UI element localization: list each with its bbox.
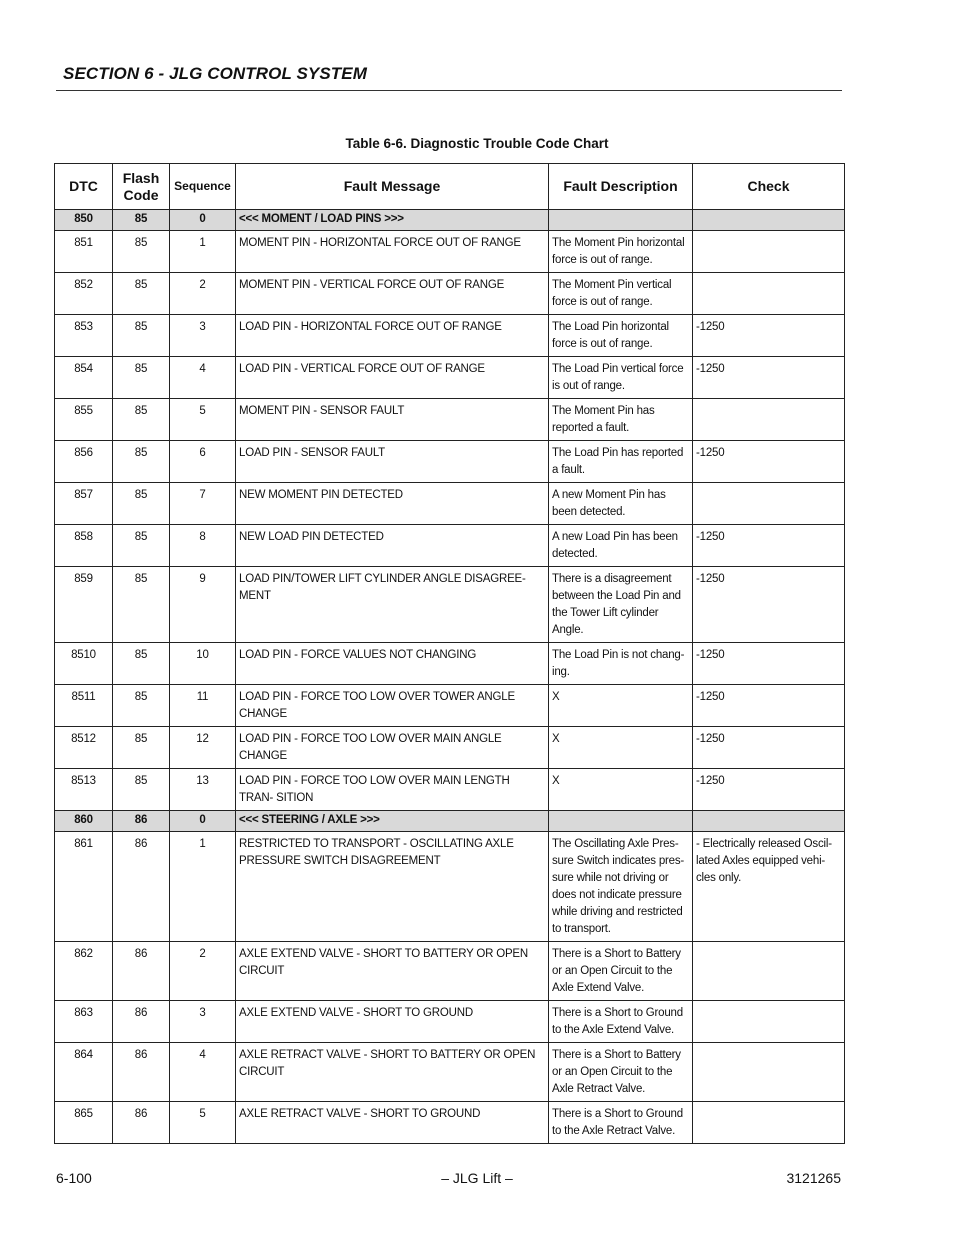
cell-dtc: 865 bbox=[55, 1102, 113, 1144]
cell-sequence: 10 bbox=[170, 643, 236, 685]
cell-check: -1250 bbox=[693, 441, 845, 483]
cell-dtc: 854 bbox=[55, 357, 113, 399]
cell-flash-code: 85 bbox=[113, 685, 170, 727]
cell-check: -1250 bbox=[693, 567, 845, 643]
cell-flash-code: 85 bbox=[113, 273, 170, 315]
cell-fault-message: LOAD PIN - HORIZONTAL FORCE OUT OF RANGE bbox=[236, 315, 549, 357]
column-header-dtc: DTC bbox=[55, 164, 113, 210]
cell-fault-message: AXLE EXTEND VALVE - SHORT TO BATTERY OR OPEN CIRCUIT bbox=[236, 942, 549, 1001]
cell-fault-description: The Moment Pin horizontal force is out of range. bbox=[549, 231, 693, 273]
cell-sequence: 3 bbox=[170, 315, 236, 357]
cell-fault-description: There is a Short to Battery or an Open Circuit to the Axle Retract Valve. bbox=[549, 1043, 693, 1102]
cell-sequence: 1 bbox=[170, 231, 236, 273]
cell-check: -1250 bbox=[693, 357, 845, 399]
cell-fault-message: LOAD PIN - FORCE TOO LOW OVER MAIN LENGTH TRAN- SITION bbox=[236, 769, 549, 811]
column-header-flash-code bbox=[113, 164, 170, 210]
table-row bbox=[55, 357, 845, 399]
cell-fault-message: LOAD PIN - FORCE TOO LOW OVER TOWER ANGLE CHANGE bbox=[236, 685, 549, 727]
column-header-fault-description: Fault Description bbox=[549, 164, 693, 210]
cell-dtc: 8511 bbox=[55, 685, 113, 727]
cell-check: - Electrically released Oscil- lated Axles equipped vehi- cles only. bbox=[693, 832, 845, 942]
cell-sequence: 4 bbox=[170, 357, 236, 399]
cell-fault-description: The Load Pin is not chang- ing. bbox=[549, 643, 693, 685]
cell-dtc: 850 bbox=[55, 210, 113, 231]
table-row bbox=[55, 727, 845, 769]
cell-fault-message: NEW LOAD PIN DETECTED bbox=[236, 525, 549, 567]
cell-fault-message: LOAD PIN - SENSOR FAULT bbox=[236, 441, 549, 483]
cell-fault-description: The Moment Pin has reported a fault. bbox=[549, 399, 693, 441]
cell-flash-code: 85 bbox=[113, 315, 170, 357]
cell-sequence: 12 bbox=[170, 727, 236, 769]
footer-brand: – JLG Lift – bbox=[441, 1170, 513, 1186]
cell-sequence: 13 bbox=[170, 769, 236, 811]
cell-fault-message: RESTRICTED TO TRANSPORT - OSCILLATING AXLE PRESSURE SWITCH DISAGREEMENT bbox=[236, 832, 549, 942]
cell-dtc: 8510 bbox=[55, 643, 113, 685]
cell-dtc: 852 bbox=[55, 273, 113, 315]
cell-sequence: 5 bbox=[170, 1102, 236, 1144]
cell-sequence: 8 bbox=[170, 525, 236, 567]
cell-fault-description: X bbox=[549, 727, 693, 769]
cell-flash-code: 85 bbox=[113, 357, 170, 399]
table-row bbox=[55, 273, 845, 315]
table-group-row bbox=[55, 210, 845, 231]
cell-flash-code: 85 bbox=[113, 483, 170, 525]
cell-fault-description: The Moment Pin vertical force is out of range. bbox=[549, 273, 693, 315]
cell-sequence: 7 bbox=[170, 483, 236, 525]
cell-sequence: 0 bbox=[170, 210, 236, 231]
cell-dtc: 8513 bbox=[55, 769, 113, 811]
cell-dtc: 856 bbox=[55, 441, 113, 483]
column-header-sequence: Sequence bbox=[170, 164, 236, 210]
table-group-row bbox=[55, 811, 845, 832]
cell-check: -1250 bbox=[693, 315, 845, 357]
cell-flash-code: 85 bbox=[113, 643, 170, 685]
cell-flash-code: 85 bbox=[113, 399, 170, 441]
cell-check: -1250 bbox=[693, 525, 845, 567]
cell-dtc: 851 bbox=[55, 231, 113, 273]
cell-dtc: 859 bbox=[55, 567, 113, 643]
cell-flash-code: 85 bbox=[113, 567, 170, 643]
cell-fault-description: There is a disagreement between the Load Pin and the Tower Lift cylinder Angle. bbox=[549, 567, 693, 643]
cell-dtc: 853 bbox=[55, 315, 113, 357]
cell-flash-code: 85 bbox=[113, 525, 170, 567]
cell-check bbox=[693, 399, 845, 441]
cell-fault-description: The Load Pin has reported a fault. bbox=[549, 441, 693, 483]
table-row bbox=[55, 483, 845, 525]
cell-sequence: 11 bbox=[170, 685, 236, 727]
cell-flash-code: 86 bbox=[113, 811, 170, 832]
table-row bbox=[55, 1001, 845, 1043]
section-header: SECTION 6 - JLG CONTROL SYSTEM bbox=[63, 64, 367, 83]
cell-check bbox=[693, 1043, 845, 1102]
cell-dtc: 861 bbox=[55, 832, 113, 942]
cell-flash-code: 85 bbox=[113, 231, 170, 273]
cell-fault-description: The Oscillating Axle Pres- sure Switch indicates pres- sure while not driving or does not indicate pressure while driving and restricted to transport. bbox=[549, 832, 693, 942]
cell-dtc: 860 bbox=[55, 811, 113, 832]
cell-dtc: 862 bbox=[55, 942, 113, 1001]
cell-check: -1250 bbox=[693, 685, 845, 727]
cell-sequence: 0 bbox=[170, 811, 236, 832]
table-body bbox=[55, 210, 845, 1144]
cell-sequence: 4 bbox=[170, 1043, 236, 1102]
header-rule bbox=[56, 90, 842, 91]
cell-check bbox=[693, 1102, 845, 1144]
table-row bbox=[55, 643, 845, 685]
cell-sequence: 5 bbox=[170, 399, 236, 441]
cell-fault-message: <<< MOMENT / LOAD PINS >>> bbox=[236, 210, 549, 231]
flash-code-label: Flash Code bbox=[122, 169, 160, 203]
cell-flash-code: 85 bbox=[113, 727, 170, 769]
cell-flash-code: 85 bbox=[113, 210, 170, 231]
cell-check bbox=[693, 483, 845, 525]
document-number: 3121265 bbox=[786, 1170, 841, 1186]
table-row bbox=[55, 441, 845, 483]
cell-fault-description: There is a Short to Ground to the Axle Retract Valve. bbox=[549, 1102, 693, 1144]
cell-fault-description: There is a Short to Ground to the Axle Extend Valve. bbox=[549, 1001, 693, 1043]
cell-dtc: 858 bbox=[55, 525, 113, 567]
table-row bbox=[55, 832, 845, 942]
table-caption: Table 6-6. Diagnostic Trouble Code Chart bbox=[345, 136, 609, 151]
cell-fault-description: A new Load Pin has been detected. bbox=[549, 525, 693, 567]
cell-fault-description: A new Moment Pin has been detected. bbox=[549, 483, 693, 525]
cell-fault-message: AXLE RETRACT VALVE - SHORT TO GROUND bbox=[236, 1102, 549, 1144]
cell-check bbox=[693, 210, 845, 231]
cell-dtc: 8512 bbox=[55, 727, 113, 769]
page-number: 6-100 bbox=[56, 1170, 92, 1186]
table-row bbox=[55, 1043, 845, 1102]
cell-fault-message: LOAD PIN - FORCE TOO LOW OVER MAIN ANGLE CHANGE bbox=[236, 727, 549, 769]
cell-fault-description bbox=[549, 811, 693, 832]
cell-fault-description: There is a Short to Battery or an Open Circuit to the Axle Extend Valve. bbox=[549, 942, 693, 1001]
cell-fault-message: AXLE EXTEND VALVE - SHORT TO GROUND bbox=[236, 1001, 549, 1043]
cell-flash-code: 85 bbox=[113, 769, 170, 811]
diagnostic-trouble-code-table bbox=[54, 163, 845, 1144]
cell-check: -1250 bbox=[693, 643, 845, 685]
cell-check bbox=[693, 231, 845, 273]
table-row bbox=[55, 315, 845, 357]
cell-sequence: 9 bbox=[170, 567, 236, 643]
table-row bbox=[55, 231, 845, 273]
table-row bbox=[55, 769, 845, 811]
table-row bbox=[55, 525, 845, 567]
cell-fault-message: LOAD PIN/TOWER LIFT CYLINDER ANGLE DISAGREE- MENT bbox=[236, 567, 549, 643]
cell-check bbox=[693, 1001, 845, 1043]
cell-dtc: 857 bbox=[55, 483, 113, 525]
cell-sequence: 6 bbox=[170, 441, 236, 483]
cell-fault-description: X bbox=[549, 769, 693, 811]
cell-check: -1250 bbox=[693, 769, 845, 811]
cell-fault-message: NEW MOMENT PIN DETECTED bbox=[236, 483, 549, 525]
cell-dtc: 855 bbox=[55, 399, 113, 441]
cell-fault-message: MOMENT PIN - SENSOR FAULT bbox=[236, 399, 549, 441]
cell-fault-message: <<< STEERING / AXLE >>> bbox=[236, 811, 549, 832]
cell-fault-message: LOAD PIN - VERTICAL FORCE OUT OF RANGE bbox=[236, 357, 549, 399]
cell-dtc: 864 bbox=[55, 1043, 113, 1102]
cell-sequence: 2 bbox=[170, 942, 236, 1001]
cell-fault-description: The Load Pin vertical force is out of range. bbox=[549, 357, 693, 399]
cell-flash-code: 85 bbox=[113, 441, 170, 483]
cell-check bbox=[693, 811, 845, 832]
cell-flash-code: 86 bbox=[113, 1001, 170, 1043]
cell-fault-message: LOAD PIN - FORCE VALUES NOT CHANGING bbox=[236, 643, 549, 685]
cell-fault-description: X bbox=[549, 685, 693, 727]
cell-fault-message: AXLE RETRACT VALVE - SHORT TO BATTERY OR OPEN CIRCUIT bbox=[236, 1043, 549, 1102]
cell-dtc: 863 bbox=[55, 1001, 113, 1043]
cell-check bbox=[693, 942, 845, 1001]
cell-flash-code: 86 bbox=[113, 942, 170, 1001]
cell-check bbox=[693, 273, 845, 315]
cell-sequence: 3 bbox=[170, 1001, 236, 1043]
column-header-fault-message: Fault Message bbox=[236, 164, 549, 210]
column-header-check: Check bbox=[693, 164, 845, 210]
cell-check: -1250 bbox=[693, 727, 845, 769]
table-row bbox=[55, 1102, 845, 1144]
cell-sequence: 1 bbox=[170, 832, 236, 942]
cell-fault-description bbox=[549, 210, 693, 231]
table-row bbox=[55, 685, 845, 727]
cell-sequence: 2 bbox=[170, 273, 236, 315]
table-row bbox=[55, 399, 845, 441]
cell-fault-description: The Load Pin horizontal force is out of range. bbox=[549, 315, 693, 357]
table-header-row bbox=[55, 164, 845, 210]
table-row bbox=[55, 567, 845, 643]
table-row bbox=[55, 942, 845, 1001]
cell-fault-message: MOMENT PIN - HORIZONTAL FORCE OUT OF RANGE bbox=[236, 231, 549, 273]
cell-flash-code: 86 bbox=[113, 1102, 170, 1144]
cell-fault-message: MOMENT PIN - VERTICAL FORCE OUT OF RANGE bbox=[236, 273, 549, 315]
cell-flash-code: 86 bbox=[113, 832, 170, 942]
cell-flash-code: 86 bbox=[113, 1043, 170, 1102]
